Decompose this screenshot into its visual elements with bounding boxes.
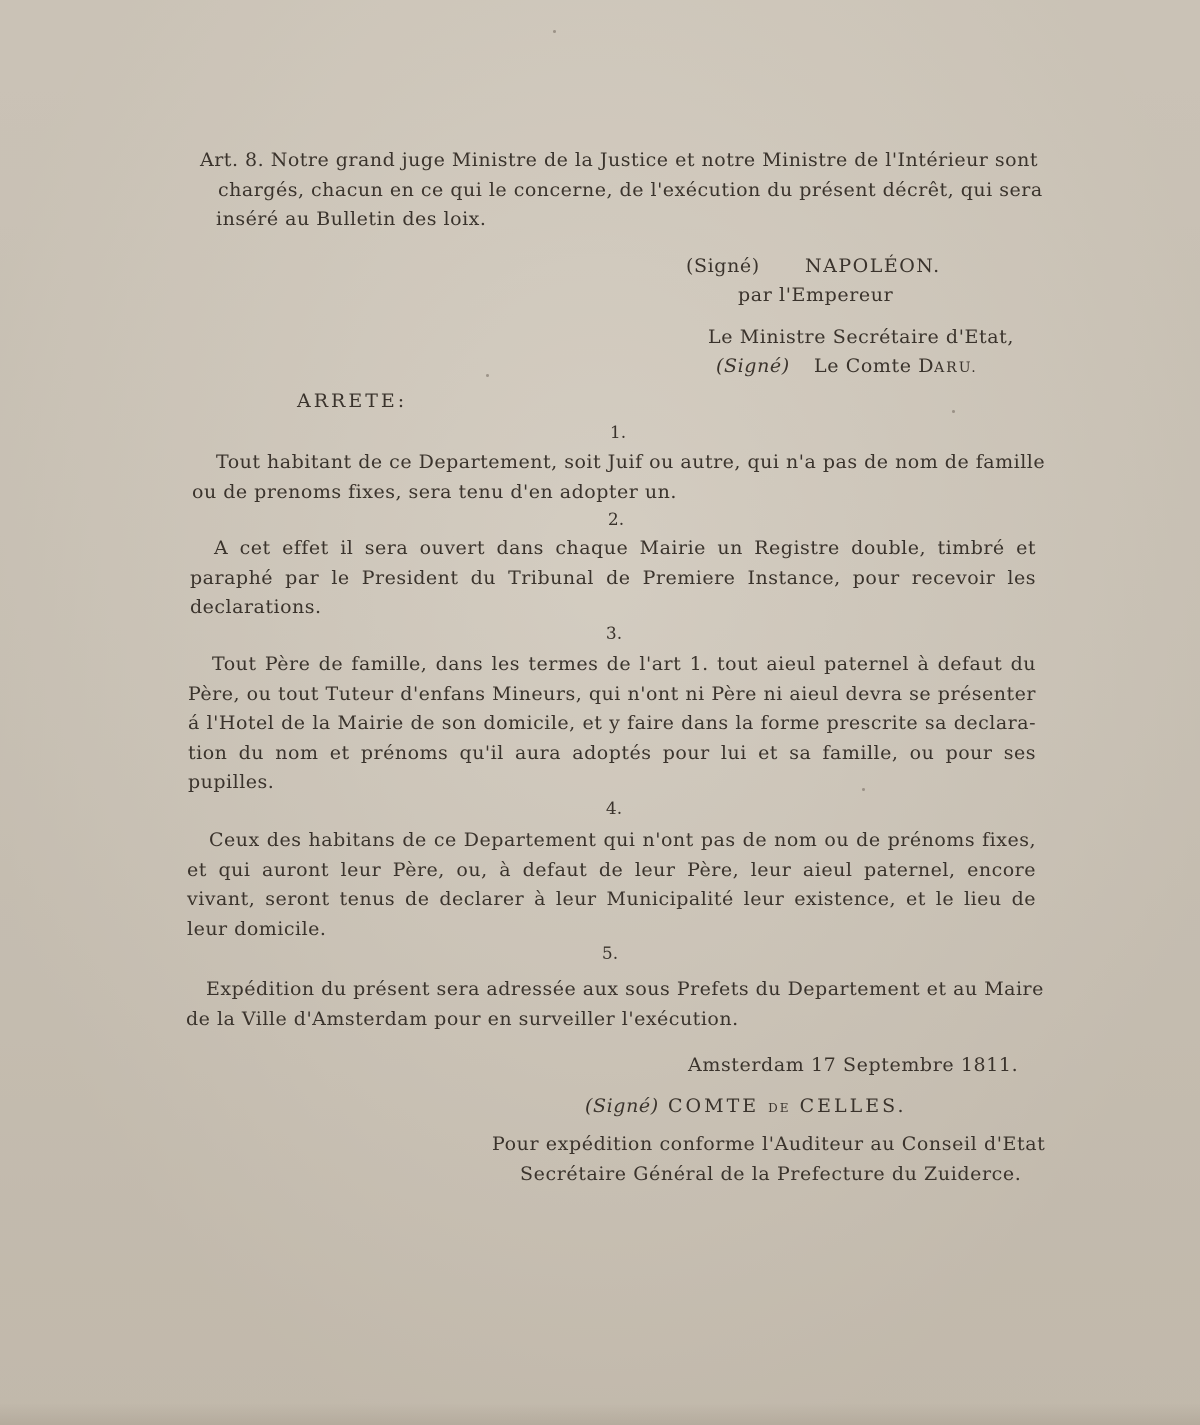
article-3-line: Tout Père de famille, dans les termes de l'art 1. tout aieul paternel à defaut du [212,653,1036,675]
ministre-secretaire: Le Ministre Secrétaire d'Etat, [708,326,1015,348]
paper-speck [862,788,865,791]
article-3-line: Père, ou tout Tuteur d'enfans Mineurs, qui n'ont ni Père ni aieul devra se présenter [188,682,1036,705]
par-lempereur: par l'Empereur [738,284,894,306]
article-4-line: et qui auront leur Père, ou, à defaut de leur Père, leur aieul paternel, encore [187,858,1036,881]
daru-initial: D [918,355,935,377]
article-1-line: ou de prenoms fixes, sera tenu d'en adopter un. [192,480,677,503]
arrete-heading: ARRETE: [297,390,408,412]
article-3-line: á l'Hotel de la Mairie de son domicile, et y faire dans la forme prescrite sa declara- [188,712,1036,734]
signed-label-daru: (Signé) [716,355,790,377]
article-2-paragraph [190,534,1036,623]
article-1-paragraph [192,448,1046,507]
article-4-line: Ceux des habitans de ce Departement qui n'ont pas de nom ou de prénoms fixes, [209,829,1036,851]
napoleon-signature: NAPOLÉON. [805,255,941,277]
article-3-line: pupilles. [188,771,275,793]
expedition-line-2: Secrétaire Général de la Prefecture du Zuiderce. [520,1163,1022,1185]
paper-speck [952,410,955,413]
daru-signature [814,352,978,383]
article-8-line: Art. 8. Notre grand juge Ministre de la Justice et notre Ministre de l'Intérieur sont [200,149,1038,171]
celles-signature [668,1092,907,1123]
celles-comte: COMTE [668,1095,760,1117]
expedition-line-1: Pour expédition conforme l'Auditeur au Conseil d'Etat [492,1133,1046,1155]
article-5-line: de la Ville d'Amsterdam pour en surveiller l'exécution. [186,1007,739,1030]
article-number: 3. [605,624,623,644]
signed-label-celles: (Signé) [585,1095,659,1117]
paper-speck [553,30,556,33]
article-4-paragraph [187,826,1036,944]
article-2-line: declarations. [190,596,322,618]
article-4-line: leur domicile. [187,917,327,940]
article-number: 1. [609,423,627,443]
place-and-date: Amsterdam 17 Septembre 1811. [688,1054,1019,1076]
article-number: 5. [601,944,619,964]
daru-comte-prefix: Le Comte [814,355,912,377]
daru-rest: ARU. [934,360,978,376]
article-5-line: Expédition du présent sera adressée aux sous Prefets du Departement et au Maire [206,978,1044,1000]
article-8-paragraph [200,146,1043,235]
article-4-line: vivant, seront tenus de declarer à leur Municipalité leur existence, et le lieu de [187,888,1036,910]
article-number: 2. [607,510,625,530]
article-number: 4. [605,799,623,819]
article-1-line: Tout habitant de ce Departement, soit Juif ou autre, qui n'a pas de nom de famille [216,451,1046,473]
article-5-paragraph [186,975,1044,1034]
celles-name: CELLES. [799,1095,907,1117]
celles-de: DE [768,1101,791,1115]
article-3-paragraph [188,650,1036,798]
article-2-line: paraphé par le President du Tribunal de Premiere Instance, pour recevoir les [190,566,1036,589]
article-8-line: chargés, chacun en ce qui le concerne, de l'exécution du présent décrêt, qui sera [218,178,1043,201]
article-2-line: A cet effet il sera ouvert dans chaque Mairie un Registre double, timbré et [214,537,1036,559]
article-3-line: tion du nom et prénoms qu'il aura adoptés pour lui et sa famille, ou pour ses [188,741,1036,764]
paper-speck [486,374,489,377]
article-8-line: inséré au Bulletin des loix. [216,208,487,230]
signed-label-napoleon: (Signé) [686,255,760,277]
